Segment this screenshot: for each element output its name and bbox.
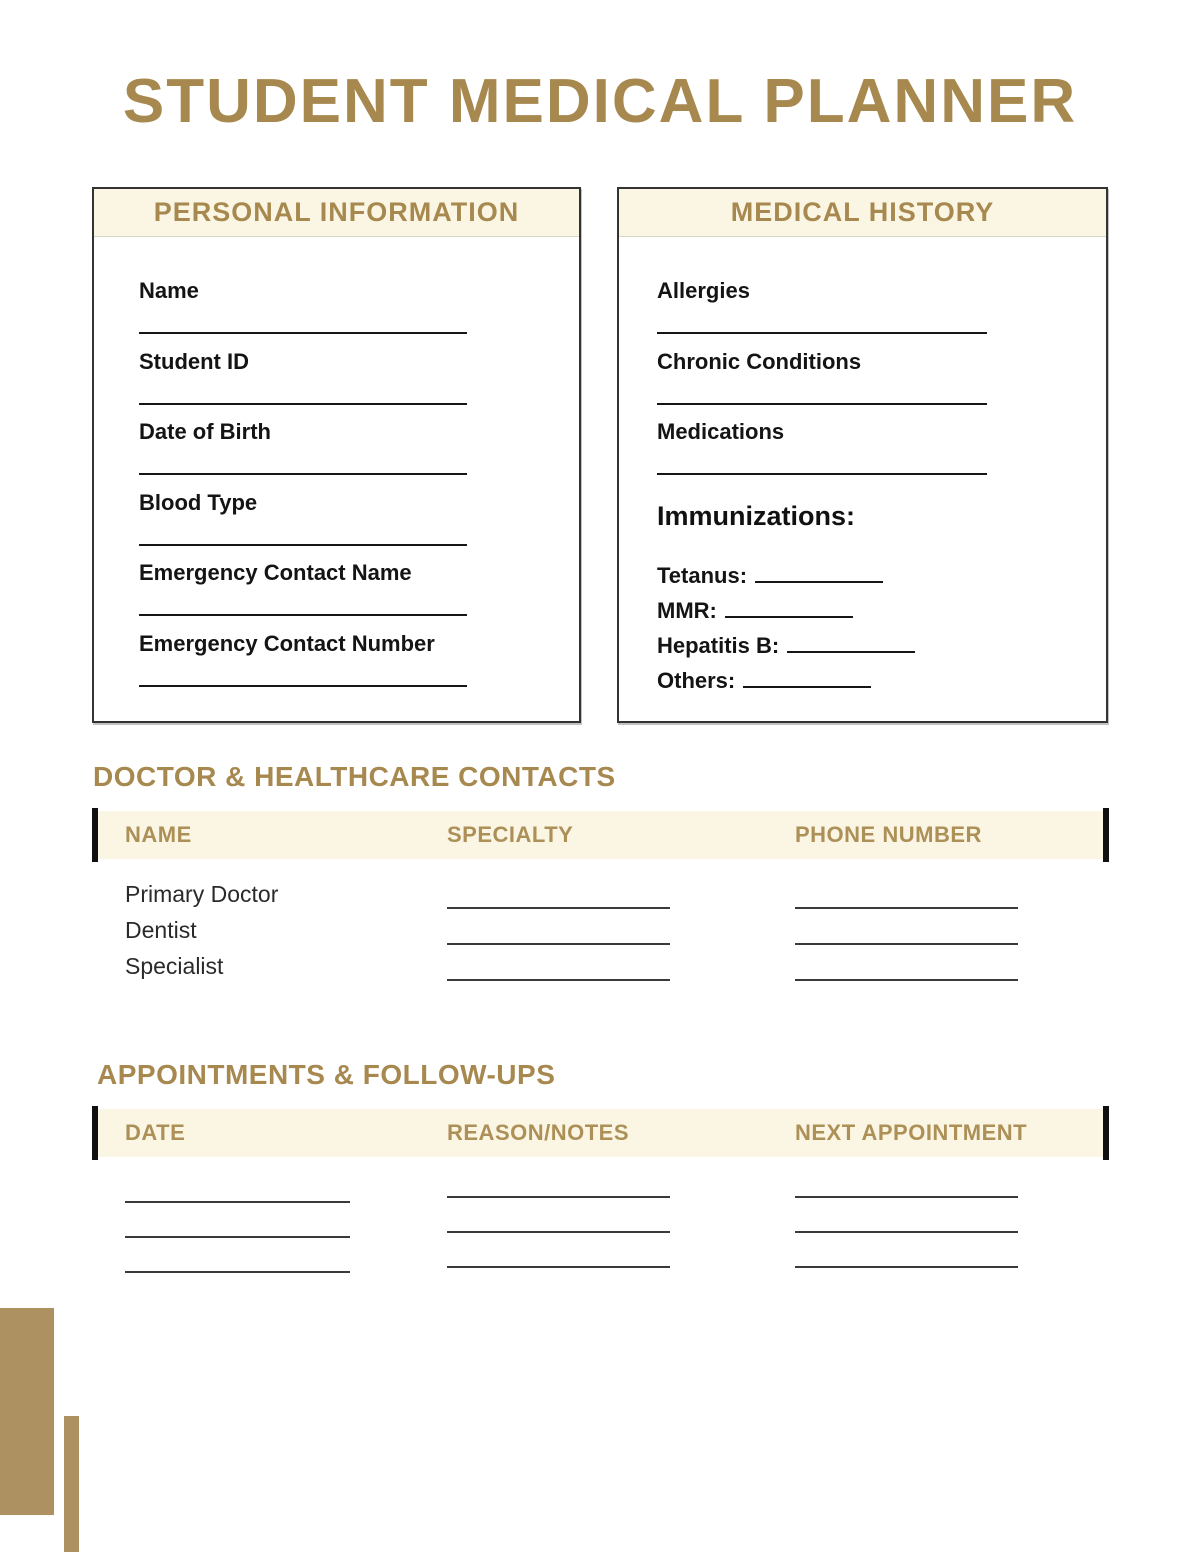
blank-line-name[interactable] xyxy=(139,332,467,334)
blank-line-reason-2[interactable] xyxy=(447,1231,670,1233)
blank-line-blood-type[interactable] xyxy=(139,544,467,546)
blank-line-reason-3[interactable] xyxy=(447,1266,670,1268)
page-title: STUDENT MEDICAL PLANNER xyxy=(122,67,1078,136)
blank-line-others[interactable] xyxy=(743,672,871,688)
label-date-of-birth: Date of Birth xyxy=(139,419,271,444)
blank-line-next-appt-3[interactable] xyxy=(795,1266,1018,1268)
label-name: Name xyxy=(139,278,199,303)
blank-line-date-2[interactable] xyxy=(125,1236,350,1238)
blank-line-date-1[interactable] xyxy=(125,1201,350,1203)
blank-line-specialty-1[interactable] xyxy=(447,907,670,909)
blank-line-chronic-conditions[interactable] xyxy=(657,403,987,405)
blank-line-allergies[interactable] xyxy=(657,332,987,334)
blank-line-tetanus[interactable] xyxy=(755,567,883,583)
contact-row-dentist: Dentist xyxy=(125,917,197,943)
contacts-column-specialty: SPECIALTY xyxy=(447,822,574,847)
blank-line-medications[interactable] xyxy=(657,473,987,475)
appointments-column-reason-notes: REASON/NOTES xyxy=(447,1120,630,1145)
label-emergency-contact-number: Emergency Contact Number xyxy=(139,631,435,656)
immunization-item-hepatitis-b xyxy=(657,633,915,659)
label-student-id: Student ID xyxy=(139,349,249,374)
blank-line-next-appt-1[interactable] xyxy=(795,1196,1018,1198)
blank-line-reason-1[interactable] xyxy=(447,1196,670,1198)
blank-line-phone-3[interactable] xyxy=(795,979,1018,981)
blank-line-hepatitis-b[interactable] xyxy=(787,637,915,653)
blank-line-next-appt-2[interactable] xyxy=(795,1231,1018,1233)
blank-line-date-of-birth[interactable] xyxy=(139,473,467,475)
immunization-item-tetanus xyxy=(657,563,883,589)
blank-line-phone-1[interactable] xyxy=(795,907,1018,909)
immunization-label-mmr: MMR: xyxy=(657,598,717,623)
label-chronic-conditions: Chronic Conditions xyxy=(657,349,862,374)
blank-line-student-id[interactable] xyxy=(139,403,467,405)
contact-row-specialist: Specialist xyxy=(125,953,224,979)
blank-line-specialty-3[interactable] xyxy=(447,979,670,981)
blank-line-date-3[interactable] xyxy=(125,1271,350,1273)
blank-line-phone-2[interactable] xyxy=(795,943,1018,945)
blank-line-emergency-contact-name[interactable] xyxy=(139,614,467,616)
medical-history-header: MEDICAL HISTORY xyxy=(619,189,1106,237)
contact-row-primary-doctor: Primary Doctor xyxy=(125,881,279,907)
appointments-column-date: DATE xyxy=(125,1120,186,1145)
immunization-label-hepatitis-b: Hepatitis B: xyxy=(657,633,780,658)
contacts-table-header xyxy=(92,811,1109,859)
decorative-rectangle-thin xyxy=(64,1416,79,1552)
contacts-column-name: NAME xyxy=(125,822,192,847)
blank-line-emergency-contact-number[interactable] xyxy=(139,685,467,687)
personal-information-card xyxy=(92,187,581,723)
decorative-rectangle-wide xyxy=(0,1308,54,1515)
personal-information-header: PERSONAL INFORMATION xyxy=(94,189,579,237)
immunization-item-mmr xyxy=(657,598,853,624)
immunization-item-others xyxy=(657,668,871,694)
appointments-column-next-appointment: NEXT APPOINTMENT xyxy=(795,1120,1028,1145)
immunization-label-others: Others: xyxy=(657,668,736,693)
label-medications: Medications xyxy=(657,419,785,444)
appointments-section-title: APPOINTMENTS & FOLLOW-UPS xyxy=(97,1059,556,1090)
medical-history-card xyxy=(617,187,1108,723)
label-blood-type: Blood Type xyxy=(139,490,258,515)
label-emergency-contact-name: Emergency Contact Name xyxy=(139,560,412,585)
contacts-column-phone-number: PHONE NUMBER xyxy=(795,822,982,847)
immunizations-title: Immunizations: xyxy=(657,501,856,531)
blank-line-specialty-2[interactable] xyxy=(447,943,670,945)
appointments-table-header xyxy=(92,1109,1109,1157)
blank-line-mmr[interactable] xyxy=(725,602,853,618)
immunization-label-tetanus: Tetanus: xyxy=(657,563,748,588)
label-allergies: Allergies xyxy=(657,278,750,303)
contacts-section-title: DOCTOR & HEALTHCARE CONTACTS xyxy=(93,761,616,792)
